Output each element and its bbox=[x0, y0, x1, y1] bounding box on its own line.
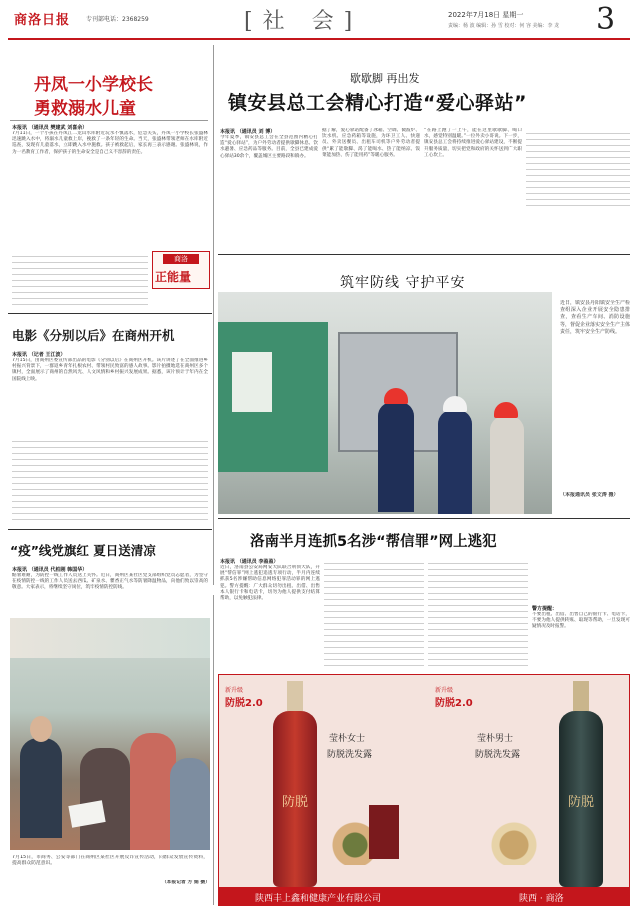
newspaper-logo: 商洛日报 bbox=[14, 13, 71, 28]
union-byline: 本报讯 （通讯员 刘 博） bbox=[220, 129, 276, 135]
editor-credits: 责编：杨 波 编辑：孙 雪 校对：何 容 美编：李 龙 bbox=[448, 23, 560, 29]
column-divider bbox=[213, 595, 214, 905]
zhengneng-badge bbox=[152, 251, 210, 289]
banner bbox=[10, 618, 210, 658]
upgrade-label: 新升级 bbox=[225, 687, 244, 694]
bottle-label: 防脱 bbox=[281, 795, 308, 810]
shampoo-bottle-men bbox=[559, 681, 603, 887]
arrest-body-col3 bbox=[428, 558, 528, 666]
police-warning-body: 不要出租、出借、出售自己的银行卡、电话卡，不要为他人提供转账、取现等帮助，一旦发现可疑情况及时报警。 bbox=[532, 612, 630, 630]
upgrade-badge-right bbox=[435, 685, 477, 713]
sign-board bbox=[232, 352, 272, 412]
section-divider bbox=[8, 313, 212, 314]
film-article-title: 电影《分别以后》在商州开机 bbox=[12, 328, 175, 343]
anti-fraud-photo bbox=[10, 618, 210, 850]
epidemic-article-byline: 本报讯 （通讯员 代柏刚 韩国华） bbox=[12, 567, 88, 573]
worker-helmet bbox=[494, 402, 518, 418]
arrest-body: 近日，洛南县公安局网安大队联合刑侦大队，开展“帮信罪”网上逃犯追逃专项行动，半月内连续抓获5名涉嫌帮助信息网络犯罪活动罪的网上逃犯。警方提醒：广大群众切勿出租、出借、出售本人银行卡和电话卡，切勿为他人提供支付结算帮助，以免触犯法律。 bbox=[220, 565, 320, 602]
page-number: 3 bbox=[596, 2, 616, 37]
herb-decoration bbox=[477, 815, 551, 865]
shampoo-advertisement bbox=[218, 674, 630, 906]
section-divider bbox=[218, 518, 630, 519]
section-divider bbox=[218, 254, 630, 255]
arrest-title: 洛南半月连抓5名涉“帮信罪”网上逃犯 bbox=[250, 534, 497, 550]
arrest-byline: 本报讯 （通讯员 李盈盈） bbox=[220, 559, 279, 565]
officer-figure bbox=[20, 738, 62, 838]
safety-title: 筑牢防线 守护平安 bbox=[340, 275, 466, 291]
upgrade-label: 新升级 bbox=[435, 687, 454, 694]
upgrade-badge-left bbox=[225, 685, 267, 713]
left-top-title-1: 丹凤一小学校长 bbox=[34, 75, 153, 95]
left-top-byline: 本报讯 （通讯员 樊建武 刘喜余） bbox=[12, 125, 88, 131]
badge-city: 商洛 bbox=[163, 254, 199, 264]
crowd-figure bbox=[80, 748, 130, 850]
product-box bbox=[369, 805, 399, 859]
photo-credit: （本报记者 方 娟 摄） bbox=[161, 880, 210, 885]
bottle-label: 防脱 bbox=[567, 795, 594, 810]
epidemic-article-body: 酷暑难耐，为防控一线工作人员送上关怀。近日，商州区某社区党支部组织党员志愿者，为坚守在疫情防控一线的工作人员送去西瓜、矿泉水、藿香正气水等防暑降温物品，向他们致以崇高的敬意。大家表示，将继续坚守岗位，筑牢疫情防控防线。 bbox=[12, 573, 208, 591]
left-top-body-tail bbox=[12, 251, 148, 307]
company-name: 陕西丰上鑫和健康产业有限公司 bbox=[255, 894, 382, 904]
ad-footer bbox=[219, 887, 630, 906]
arrest-body-col2 bbox=[324, 558, 424, 666]
union-body-col1: 今年夏季，镇安县总工会在全县范围内精心打造“爱心驿站”，为户外劳动者提供歇脚休息、饮水避暑、应急药品等服务。目前，全县已建成爱心驿站30余个，覆盖城区主要路段和镇办。 bbox=[220, 135, 318, 159]
film-article-body: 7月15日，由商州区委宣传部出品的电影《分别以后》在商州区开机。该片讲述了在全面推进乡村振兴背景下，一群返乡青年扎根农村、带领村民致富的感人故事。影片拍摄地选在商州区多个镇村，全面展示了商州的自然风光、人文风情和乡村振兴发展成果。据悉，该片预计于年内在全国院线上映。 bbox=[12, 358, 208, 382]
product-name-women-1: 莹朴女士 bbox=[329, 734, 366, 744]
safety-caption: 近日，镇安县丹阳镇安全生产检查组深入企业开展安全隐患排查，查看生产车间、消防设施等，督促企业落实安全生产主体责任，筑牢安全生产防线。 bbox=[560, 300, 630, 335]
masthead-rule bbox=[8, 38, 630, 40]
factory-inspection-photo bbox=[218, 292, 552, 514]
section-divider bbox=[8, 529, 212, 530]
film-article-body-tail bbox=[12, 436, 208, 522]
officer-head bbox=[30, 716, 52, 742]
crowd-figure bbox=[170, 758, 210, 850]
worker-figure bbox=[490, 416, 524, 514]
union-title: 镇安县总工会精心打造“爱心驿站” bbox=[228, 92, 527, 114]
left-top-body: 7月11日，一个小孩在丹凤江二龙山水库附近玩水不慎落水，危急关头，丹凤一小学校长张盛林迅速跳入水中，将溺水儿童救上岸，挽救了一条年轻的生命。当天，张盛林带领老师在水库附近巡查，发现有儿童落水，立即跳入水中施救。孩子被救起后，家长再三表示感谢。张盛林说，作为一名教育工作者，保护孩子的生命安全是自己义不容辞的责任。 bbox=[12, 131, 208, 155]
issue-date: 2022年7月18日 星期一 bbox=[448, 11, 524, 19]
bottle-pump bbox=[287, 681, 303, 711]
department-phone: 专刊部电话：2368259 bbox=[86, 16, 149, 23]
anti-hair-loss-label: 防脱2.0 bbox=[225, 698, 263, 709]
bottle-pump bbox=[573, 681, 589, 711]
union-body-col4 bbox=[526, 128, 630, 206]
worker-figure bbox=[438, 410, 472, 514]
badge-text: 正能量 bbox=[155, 270, 192, 284]
section-title: [社 会] bbox=[244, 9, 363, 34]
worker-helmet bbox=[443, 396, 467, 412]
product-name-women-2: 防脱洗发露 bbox=[327, 750, 373, 760]
safety-credit: （本报通讯员 张文涛 摄） bbox=[560, 492, 619, 498]
shampoo-bottle-women bbox=[273, 681, 317, 887]
film-article-byline: 本报讯 （记者 王江波） bbox=[12, 352, 66, 358]
worker-figure bbox=[378, 402, 414, 512]
union-body-col3: “在路上跑了一上午，能在这里歇歇脚、喝口水，感觉特别温暖。”一位外卖小哥说。下一步，镇安县总工会将持续推进爱心驿站建设，不断提升服务质量，切实把党和政府的关怀送到广大职工心坎上。 bbox=[424, 128, 522, 158]
union-body-col2: 据了解，爱心驿站配备了冰箱、空调、微波炉、饮水机、应急药箱等设施，为环卫工人、快递员、外卖送餐员、出租车司机等户外劳动者提供“累了能歇脚、渴了能喝水、热了能纳凉、饭菜能加热、伤了能用药”等暖心服务。 bbox=[322, 128, 420, 158]
title-underline bbox=[10, 120, 208, 121]
epidemic-article-title: “疫”线党旗红 夏日送清凉 bbox=[10, 543, 156, 558]
product-name-men-1: 莹朴男士 bbox=[477, 734, 514, 744]
company-location: 陕西 · 商洛 bbox=[519, 894, 564, 904]
police-warning-title: 警方提醒： bbox=[532, 606, 558, 612]
photo-caption: 7月15日，市商务、公安等部门在商州区某社区开展反诈宣传活动，向群众发放宣传资料，提高群众防范意识。 bbox=[12, 855, 208, 867]
column-divider bbox=[213, 45, 214, 585]
left-top-title-2: 勇救溺水儿童 bbox=[34, 99, 136, 119]
union-kicker: 歇歇脚 再出发 bbox=[350, 72, 420, 85]
anti-hair-loss-label: 防脱2.0 bbox=[435, 698, 473, 709]
product-name-men-2: 防脱洗发露 bbox=[475, 750, 521, 760]
